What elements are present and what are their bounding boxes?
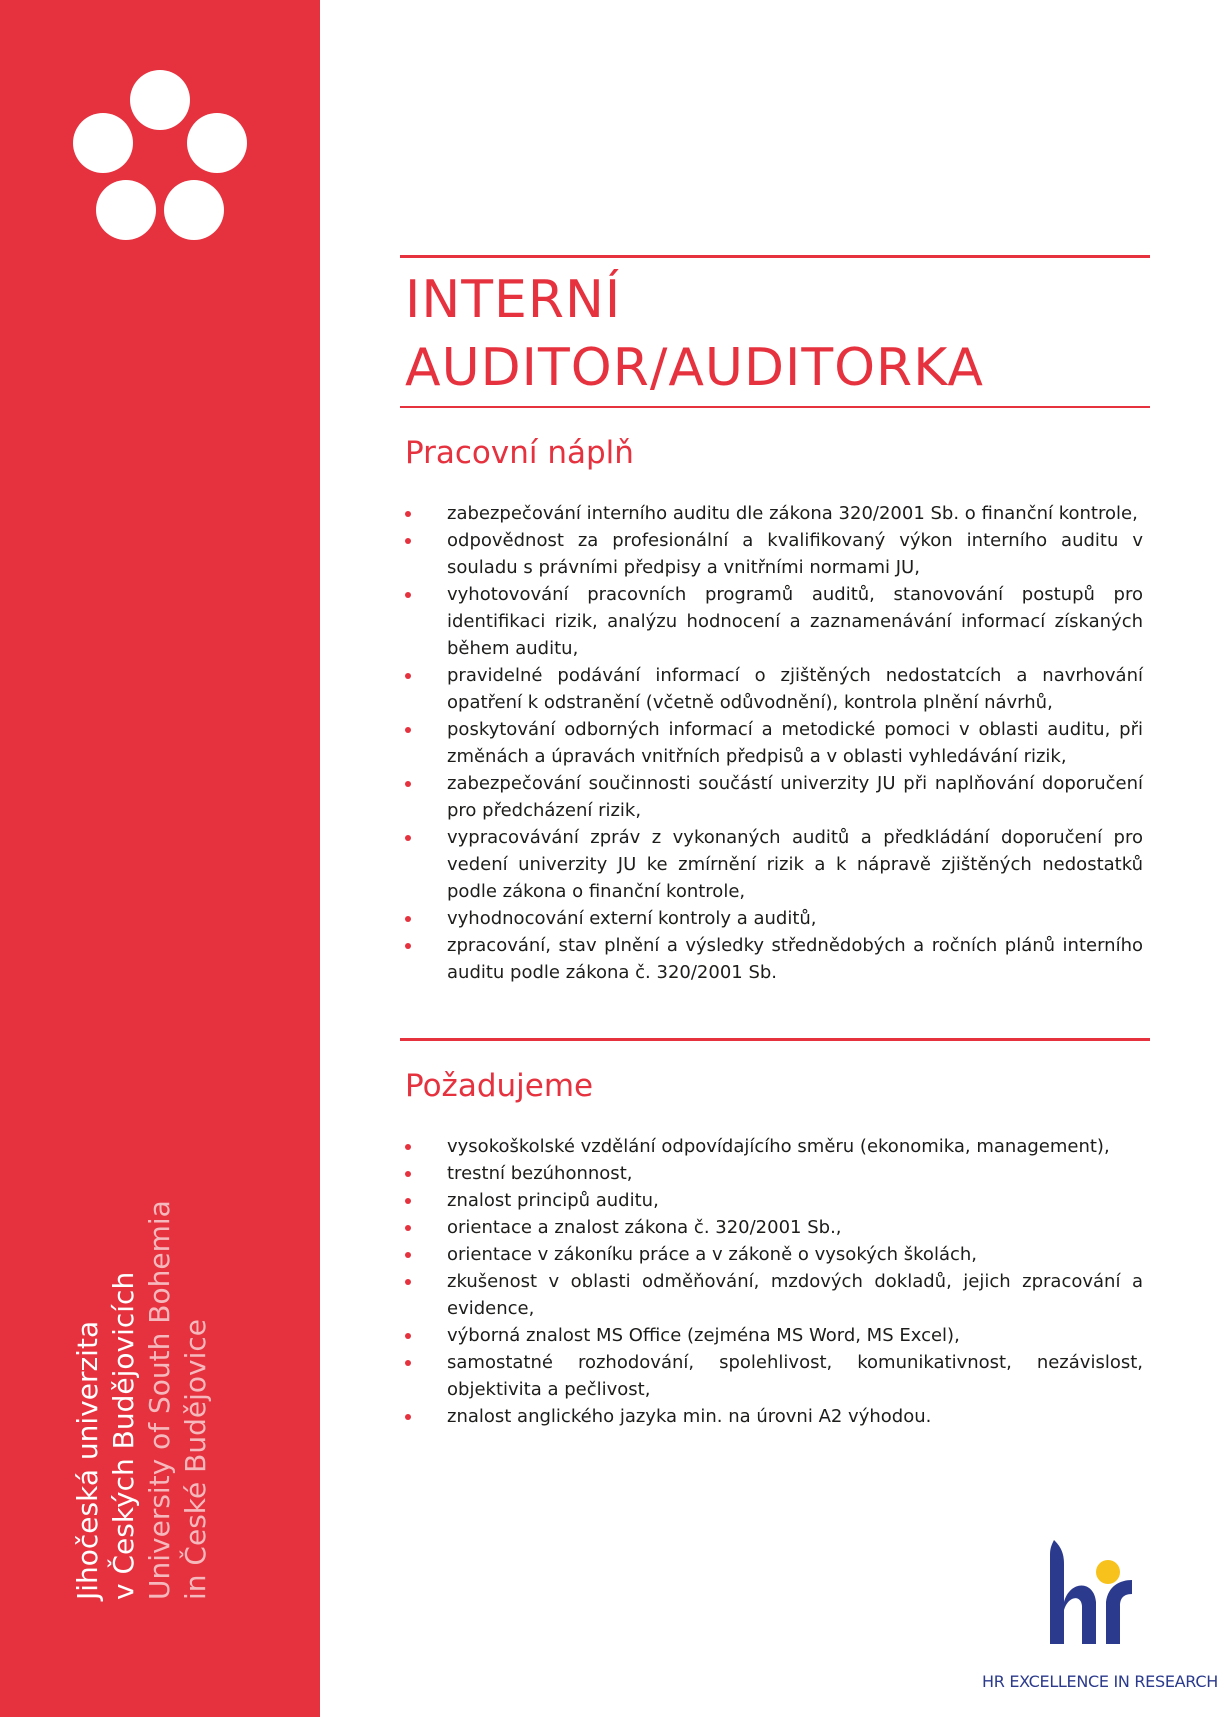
requirements-item: výborná znalost MS Office (zejména MS Word, MS Excel), (400, 1322, 1143, 1349)
requirements-heading: Požadujeme (405, 1068, 594, 1104)
page-title-line2: AUDITOR/AUDITORKA (405, 338, 984, 398)
requirements-item: znalost anglického jazyka min. na úrovni A2 výhodou. (400, 1403, 1143, 1430)
main-content (400, 255, 1150, 1430)
duties-item: zabezpečování součinnosti součástí univerzity JU při naplňování doporučení pro předcházení rizik, (400, 770, 1143, 824)
requirements-item: orientace v zákoníku práce a v zákoně o vysokých školách, (400, 1241, 1143, 1268)
logo-circle-left (73, 113, 133, 173)
hr-logo-dot (1096, 1560, 1120, 1584)
duties-item: vyhodnocování externí kontroly a auditů, (400, 905, 1143, 932)
hr-logo-h-arch (1064, 1586, 1096, 1645)
logo-circle-bottom-right (164, 180, 224, 240)
hr-logo-h (1050, 1540, 1064, 1644)
duties-item: poskytování odborných informací a metodické pomoci v oblasti auditu, při změnách a úpravách vnitřních předpisů a v oblasti vyhledávání rizik, (400, 716, 1143, 770)
sidebar (0, 0, 320, 1717)
page-title (405, 266, 1150, 402)
duties-list (400, 500, 1150, 986)
page-title-line1: INTERNÍ (405, 270, 622, 330)
duties-heading: Pracovní náplň (405, 435, 634, 471)
logo-circle-top (130, 70, 190, 130)
university-name-cz-line1: Jihočeská univerzita (71, 1320, 104, 1600)
university-logo (70, 70, 250, 240)
requirements-item: trestní bezúhonnost, (400, 1160, 1143, 1187)
logo-circle-right (187, 113, 247, 173)
hr-excellence-label: HR EXCELLENCE IN RESEARCH (982, 1672, 1218, 1691)
duties-item: vypracovávání zpráv z vykonaných auditů a předkládání doporučení pro vedení univerzity JU ke zmírnění rizik a k nápravě zjištěných nedostatků podle zákona o finanční kontrole, (400, 824, 1143, 905)
university-name-en-line2: in České Budějovice (179, 1319, 212, 1600)
university-name-cz-line2: v Českých Budějovicích (107, 1271, 140, 1600)
requirements-item: vysokoškolské vzdělání odpovídajícího směru (ekonomika, management), (400, 1133, 1143, 1160)
section-divider (400, 1038, 1150, 1041)
requirements-list (400, 1133, 1150, 1430)
duties-item: zpracování, stav plnění a výsledky střednědobých a ročních plánů interního auditu podle zákona č. 320/2001 Sb. (400, 932, 1143, 986)
university-name-en-line1: University of South Bohemia (143, 1200, 176, 1600)
requirements-item: samostatné rozhodování, spolehlivost, komunikativnost, nezávislost, objektivita a pečlivost, (400, 1349, 1143, 1403)
requirements-item: zkušenost v oblasti odměňování, mzdových dokladů, jejich zpracování a evidence, (400, 1268, 1143, 1322)
requirements-item: znalost principů auditu, (400, 1187, 1143, 1214)
hr-logo-r (1106, 1580, 1132, 1644)
duties-item: zabezpečování interního auditu dle zákona 320/2001 Sb. o finanční kontrole, (400, 500, 1143, 527)
title-bottom-rule (400, 406, 1150, 408)
title-top-rule (400, 255, 1150, 258)
duties-item: pravidelné podávání informací o zjištěných nedostatcích a navrhování opatření k odstranění (včetně odůvodnění), kontrola plnění návrhů, (400, 662, 1143, 716)
duties-item: odpovědnost za profesionální a kvalifikovaný výkon interního auditu v souladu s právními předpisy a vnitřními normami JU, (400, 527, 1143, 581)
hr-excellence-logo (1050, 1540, 1140, 1650)
duties-item: vyhotovování pracovních programů auditů, stanovování postupů pro identifikaci rizik, analýzu hodnocení a zaznamenávání informací získaných během auditu, (400, 581, 1143, 662)
university-name (70, 1160, 214, 1600)
logo-circle-bottom-left (96, 180, 156, 240)
requirements-item: orientace a znalost zákona č. 320/2001 Sb., (400, 1214, 1143, 1241)
